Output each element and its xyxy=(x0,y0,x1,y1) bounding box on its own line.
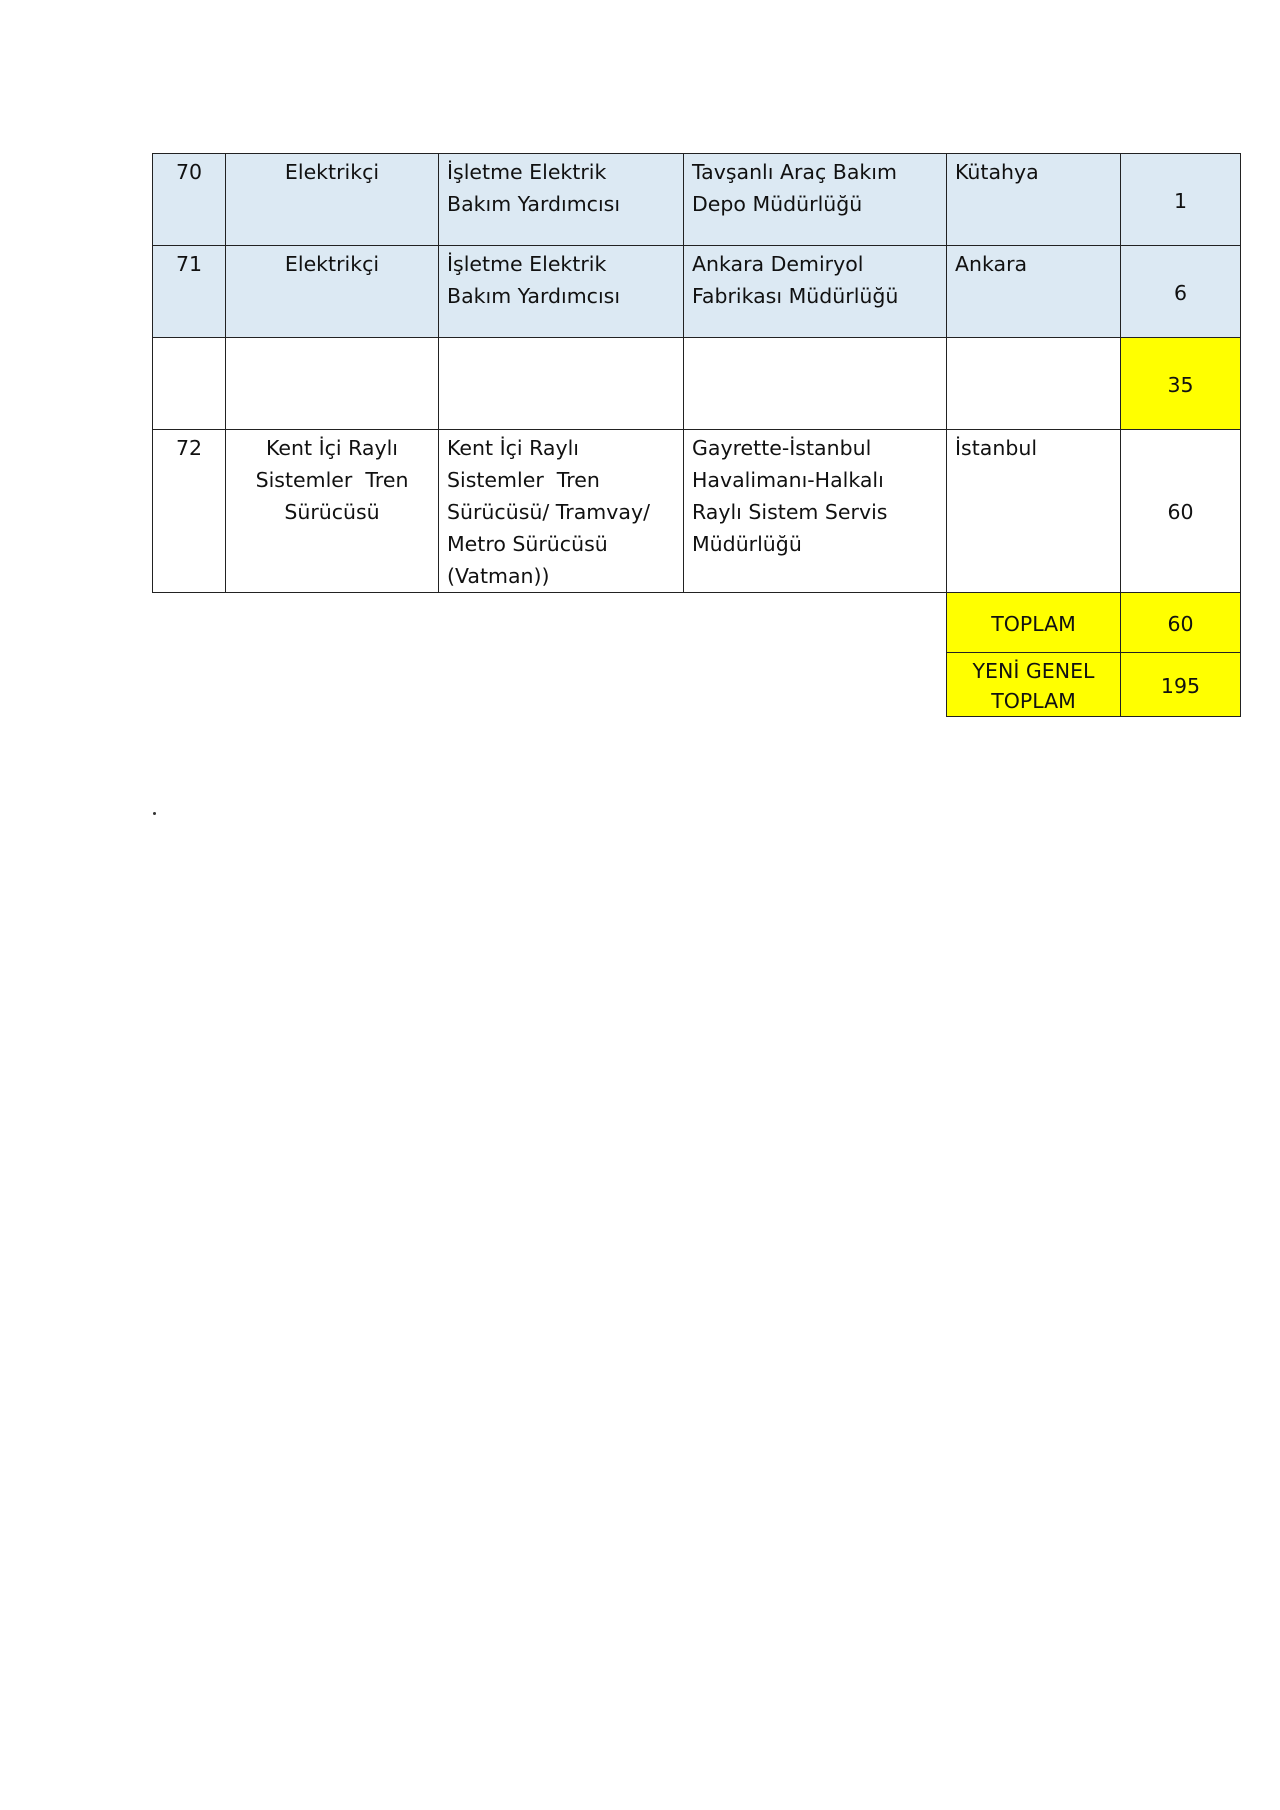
title-line: Bakım Yardımcısı xyxy=(447,284,621,308)
count-cell: 60 xyxy=(1121,430,1241,593)
empty-cell xyxy=(226,338,439,430)
grand-total-label-line: TOPLAM xyxy=(991,688,1076,713)
unit-line: Depo Müdürlüğü xyxy=(692,192,863,216)
total-value: 60 xyxy=(1121,593,1241,653)
grand-total-label xyxy=(947,653,1121,717)
blank-area xyxy=(153,593,947,653)
profession-line: Sürücüsü xyxy=(284,500,380,524)
total-row xyxy=(153,593,1241,653)
table-row xyxy=(153,246,1241,338)
profession-cell xyxy=(226,154,439,246)
subtotal-value: 35 xyxy=(1121,338,1241,430)
unit-cell xyxy=(684,246,947,338)
table-row xyxy=(153,154,1241,246)
subtotal-row xyxy=(153,338,1241,430)
staff-table xyxy=(152,153,1241,717)
profession-cell xyxy=(226,430,439,593)
table-row xyxy=(153,430,1241,593)
unit-line: Raylı Sistem Servis xyxy=(692,500,888,524)
row-number: 71 xyxy=(153,246,226,338)
profession-line: Elektrikçi xyxy=(284,160,380,184)
unit-line: Müdürlüğü xyxy=(692,532,802,556)
title-cell xyxy=(439,154,684,246)
row-number: 70 xyxy=(153,154,226,246)
profession-cell xyxy=(226,246,439,338)
title-line: İşletme Elektrik xyxy=(447,252,607,276)
grand-total-row xyxy=(153,653,1241,717)
empty-cell xyxy=(153,338,226,430)
profession-line: Kent İçi Raylı xyxy=(266,436,398,460)
title-cell xyxy=(439,430,684,593)
province-cell: Kütahya xyxy=(947,154,1121,246)
blank-area xyxy=(153,653,947,717)
province-cell: Ankara xyxy=(947,246,1121,338)
unit-cell xyxy=(684,430,947,593)
unit-line: Fabrikası Müdürlüğü xyxy=(692,284,899,308)
title-cell xyxy=(439,246,684,338)
empty-cell xyxy=(684,338,947,430)
title-line: (Vatman)) xyxy=(447,564,550,588)
count-cell: 1 xyxy=(1121,154,1241,246)
empty-cell xyxy=(439,338,684,430)
title-line: Sürücüsü/ Tramvay/ xyxy=(447,500,650,524)
profession-line: Sistemler Tren xyxy=(255,468,409,492)
total-label: TOPLAM xyxy=(947,593,1121,653)
title-line: Kent İçi Raylı xyxy=(447,436,579,460)
count-cell: 6 xyxy=(1121,246,1241,338)
title-line: Bakım Yardımcısı xyxy=(447,192,621,216)
unit-line: Havalimanı-Halkalı xyxy=(692,468,884,492)
row-number: 72 xyxy=(153,430,226,593)
grand-total-label-line: YENİ GENEL xyxy=(972,658,1095,683)
title-line: Sistemler Tren xyxy=(447,468,600,492)
grand-total-value: 195 xyxy=(1121,653,1241,717)
unit-line: Tavşanlı Araç Bakım xyxy=(692,160,897,184)
profession-line: Elektrikçi xyxy=(284,252,380,276)
empty-cell xyxy=(947,338,1121,430)
unit-line: Gayrette-İstanbul xyxy=(692,436,872,460)
province-cell: İstanbul xyxy=(947,430,1121,593)
unit-cell xyxy=(684,154,947,246)
title-line: İşletme Elektrik xyxy=(447,160,607,184)
unit-line: Ankara Demiryol xyxy=(692,252,864,276)
stray-dot xyxy=(153,812,156,815)
title-line: Metro Sürücüsü xyxy=(447,532,608,556)
